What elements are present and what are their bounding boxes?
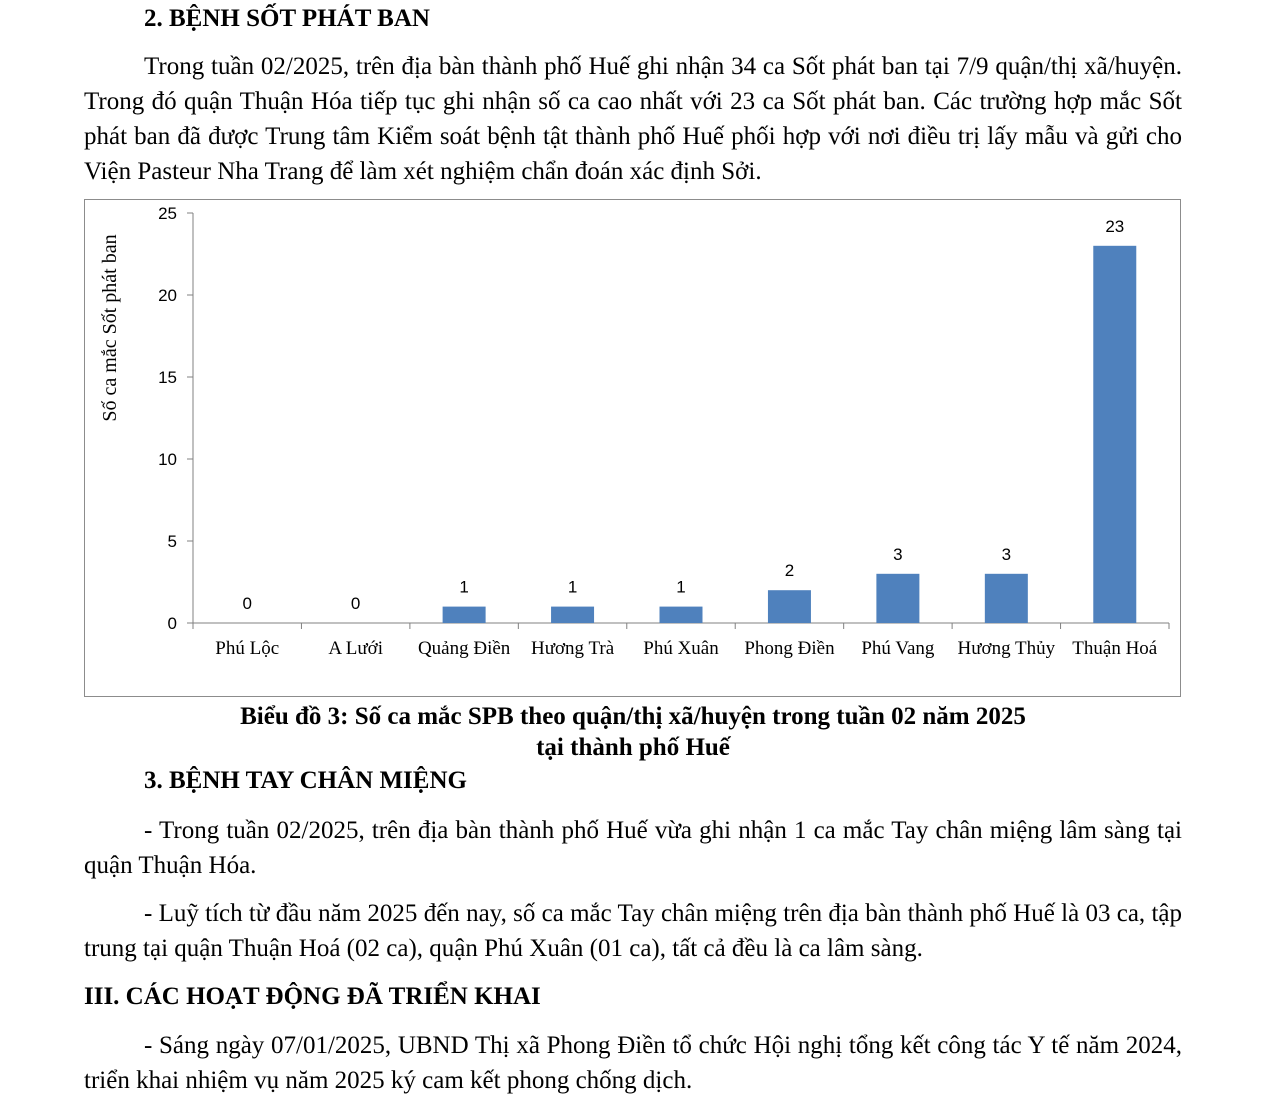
category-label: Phong Điền [744, 638, 835, 659]
y-tick-label: 0 [167, 614, 177, 633]
data-label: 3 [893, 544, 903, 564]
section-III-paragraph-1: - Sáng ngày 07/01/2025, UBND Thị xã Phong Điền tổ chức Hội nghị tổng kết công tác Y tế năm 2024, triển khai nhiệm vụ năm 2025 ký cam kết phong chống dịch. [84, 1032, 1182, 1094]
category-label: Phú Vang [861, 638, 935, 659]
section-3-paragraph-1: - Trong tuần 02/2025, trên địa bàn thành phố Huế vừa ghi nhận 1 ca mắc Tay chân miệng lâm sàng tại quận Thuận Hóa. [84, 817, 1182, 879]
y-tick-label: 25 [158, 204, 177, 223]
bar [768, 590, 811, 623]
y-tick-label: 20 [158, 286, 177, 305]
bar [551, 607, 594, 623]
bar [876, 574, 919, 623]
data-label: 0 [242, 594, 252, 613]
category-label: Phú Xuân [643, 638, 719, 659]
data-label: 1 [676, 577, 686, 597]
y-tick-label: 15 [158, 368, 177, 387]
chart-canvas [85, 200, 1182, 698]
data-label: 3 [1001, 544, 1012, 564]
category-label: Hương Trà [530, 638, 615, 659]
data-label: 1 [567, 577, 578, 597]
data-label: 23 [1105, 216, 1125, 236]
section-3-paragraph-2: - Luỹ tích từ đầu năm 2025 đến nay, số ca mắc Tay chân miệng trên địa bàn thành phố Huế là 03 ca, tập trung tại quận Thuận Hoá (02 ca), quận Phú Xuân (01 ca), tất cả đều là ca lâm sàng. [84, 900, 1182, 962]
bar [1093, 246, 1136, 623]
y-axis-title: Số ca mắc Sốt phát ban [99, 234, 121, 422]
category-label: Hương Thủy [957, 638, 1056, 659]
bar [985, 574, 1028, 623]
section-2-heading: 2. BỆNH SỐT PHÁT BAN [144, 5, 430, 32]
data-label: 0 [350, 594, 361, 613]
data-label: 1 [459, 577, 469, 597]
section-3-heading: 3. BỆNH TAY CHÂN MIỆNG [144, 767, 467, 794]
section-III-heading: III. CÁC HOẠT ĐỘNG ĐÃ TRIỂN KHAI [84, 983, 541, 1010]
bar-chart [84, 199, 1181, 697]
bar [660, 607, 703, 623]
y-tick-label: 5 [167, 532, 177, 551]
category-label: Phú Lộc [215, 638, 280, 659]
category-label: A Lưới [328, 638, 383, 659]
data-label: 2 [784, 561, 795, 581]
section-2-paragraph: Trong tuần 02/2025, trên địa bàn thành phố Huế ghi nhận 34 ca Sốt phát ban tại 7/9 quận/thị xã/huyện. Trong đó quận Thuận Hóa tiếp tục ghi nhận số ca cao nhất với 23 ca Sốt phát ban. Các trường hợp mắc Sốt phát ban đã được Trung tâm Kiểm soát bệnh tật thành phố Huế phối hợp với nơi điều trị lấy mẫu và gửi cho Viện Pasteur Nha Trang để làm xét nghiệm chẩn đoán xác định Sởi. [84, 53, 1182, 185]
category-label: Thuận Hoá [1072, 638, 1158, 659]
bar [443, 607, 486, 623]
chart-caption-line-1: Biểu đồ 3: Số ca mắc SPB theo quận/thị xã/huyện trong tuần 02 năm 2025 [240, 703, 1026, 730]
category-label: Quảng Điền [417, 638, 511, 659]
y-tick-label: 10 [158, 450, 177, 469]
chart-caption-line-2: tại thành phố Huế [536, 734, 730, 761]
